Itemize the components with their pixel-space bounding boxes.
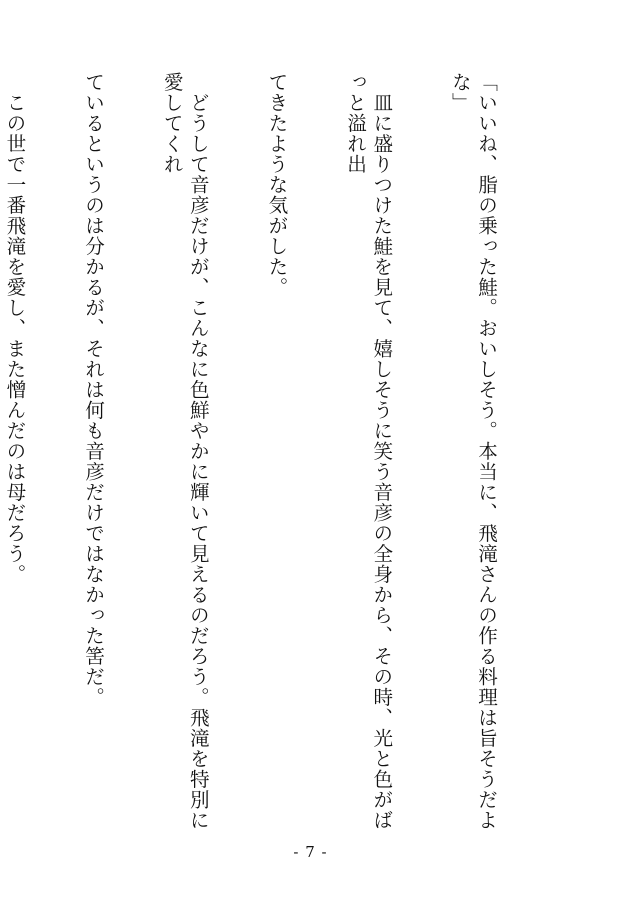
text-line: この世で一番飛滝を愛し、また憎んだのは母だろう。: [2, 72, 26, 585]
text-line: てきたような気がした。: [264, 72, 288, 298]
text-line: 皿に盛りつけた鮭を見て、嬉しそうに笑う音彦の全身から、その時、光と色がばっと溢れ出: [343, 72, 393, 831]
text-line: ているというのは分かるが、それは何も音彦だけではなかった筈だ。: [81, 72, 105, 708]
text-line: 「いいね、脂の乗った鮭。おいしそう。本当に、飛滝さんの作る料理は旨そうだよな」: [448, 72, 498, 831]
text-line: どうして音彦だけが、こんなに色鮮やかに輝いて見えるのだろう。飛滝を特別に愛してくれ: [160, 72, 210, 831]
vertical-text-block: [2, 72, 551, 842]
page-number: - 7 -: [293, 843, 328, 861]
